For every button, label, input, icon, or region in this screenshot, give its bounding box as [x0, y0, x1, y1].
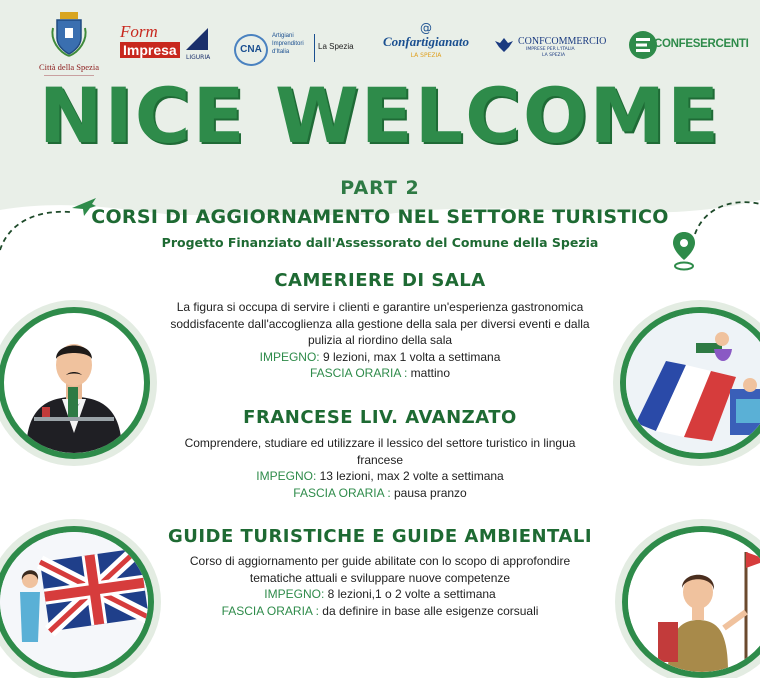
- course-fascia: [170, 365, 590, 382]
- formimpresa-impresa: Impresa: [120, 42, 180, 58]
- confcommercio-sub: IMPRESE PER L'ITALIA: [526, 47, 575, 52]
- confesercenti-name: CONFESERCENTI: [654, 38, 749, 50]
- city-crest-icon: [49, 10, 89, 60]
- course-fascia: [170, 485, 590, 502]
- airplane-icon: [70, 192, 98, 220]
- course-body-guide: [170, 553, 590, 619]
- at-icon: @: [420, 21, 432, 35]
- eagle-icon: [494, 36, 514, 54]
- logo-confartigianato: [380, 22, 472, 66]
- formimpresa-sail-icon: [184, 26, 210, 52]
- impegno-label: IMPEGNO:: [256, 469, 317, 483]
- part-label: PART 2: [340, 177, 420, 199]
- confcommercio-name: CONFCOMMERCIO: [518, 36, 607, 47]
- course-body-cameriere: [170, 299, 590, 382]
- logo-formimpresa: [120, 24, 212, 68]
- impegno-label: IMPEGNO:: [264, 587, 325, 601]
- fascia-label: FASCIA ORARIA :: [309, 366, 408, 380]
- project-funding: Progetto Finanziato dall'Assessorato del Comune della Spezia: [161, 235, 599, 250]
- fascia-label: FASCIA ORARIA :: [221, 603, 319, 618]
- course-title-guide: GUIDE TURISTICHE E GUIDE AMBIENTALI: [167, 526, 593, 547]
- waiter-icon: [4, 313, 144, 453]
- fascia-label: FASCIA ORARIA :: [293, 485, 391, 500]
- tour-guide-illustration: [622, 526, 760, 678]
- impegno-value: 8 lezioni,1 o 2 volte a settimana: [324, 587, 496, 601]
- course-description: Corso di aggiornamento per guide abilitate con lo scopo di approfondire tematiche attuali e sviluppare nuove competenze: [189, 554, 571, 585]
- course-body-francese: [170, 435, 590, 501]
- tour-guide-icon: [628, 532, 760, 672]
- confartigianato-sub: LA SPEZIA: [410, 52, 442, 59]
- logo-confcommercio: [494, 36, 614, 60]
- cna-mark: CNA: [234, 34, 268, 66]
- waiter-illustration: [0, 307, 150, 459]
- impegno-value: 13 lezioni, max 2 volte a settimana: [316, 469, 504, 483]
- confcommercio-city: LA SPEZIA: [542, 53, 566, 58]
- fascia-value: pausa pranzo: [390, 485, 467, 500]
- map-pin-icon: [671, 230, 697, 272]
- french-course-illustration: [620, 307, 760, 459]
- fascia-value: da definire in base alle esigenze corsuali: [318, 603, 539, 618]
- course-description: Comprendere, studiare ed utilizzare il lessico del settore turistico in lingua francese: [184, 436, 576, 467]
- logo-confesercenti: [628, 30, 749, 60]
- cna-city: La Spezia: [318, 42, 354, 51]
- uk-flag-icon: [0, 532, 148, 672]
- course-fascia: [170, 603, 590, 620]
- course-impegno: [170, 349, 590, 366]
- cna-text: Artigiani Imprenditori d'Italia: [272, 33, 304, 55]
- confartigianato-name: Confartigianato: [383, 34, 469, 49]
- logo-cna: [234, 32, 359, 66]
- guide-flag-illustration: [0, 526, 154, 678]
- course-title-cameriere: CAMERIERE DI SALA: [274, 270, 486, 291]
- city-name: Città della Spezia: [39, 62, 99, 72]
- route-path: [690, 196, 760, 236]
- fascia-value: mattino: [407, 366, 451, 380]
- subtitle: CORSI DI AGGIORNAMENTO NEL SETTORE TURISTICO: [91, 206, 669, 228]
- formimpresa-region: LIGURIA: [186, 54, 211, 61]
- course-title-francese: FRANCESE LIV. AVANZATO: [243, 407, 517, 428]
- course-impegno: [170, 468, 590, 485]
- logo-citta-della-spezia: [38, 10, 100, 80]
- formimpresa-form: Form: [120, 22, 158, 41]
- course-description: La figura si occupa di servire i clienti e garantire un'esperienza gastronomica soddisfacente dall'accoglienza alla gestione della sala per diversi eventi e dalla pulizia al riordino della sala: [170, 300, 590, 347]
- main-title: NICE WELCOME: [38, 71, 722, 160]
- cna-divider: [314, 34, 315, 62]
- french-flag-books-icon: [626, 313, 760, 453]
- course-impegno: [170, 586, 590, 603]
- impegno-value: 9 lezioni, max 1 volta a settimana: [319, 349, 501, 364]
- impegno-label: IMPEGNO:: [259, 349, 320, 364]
